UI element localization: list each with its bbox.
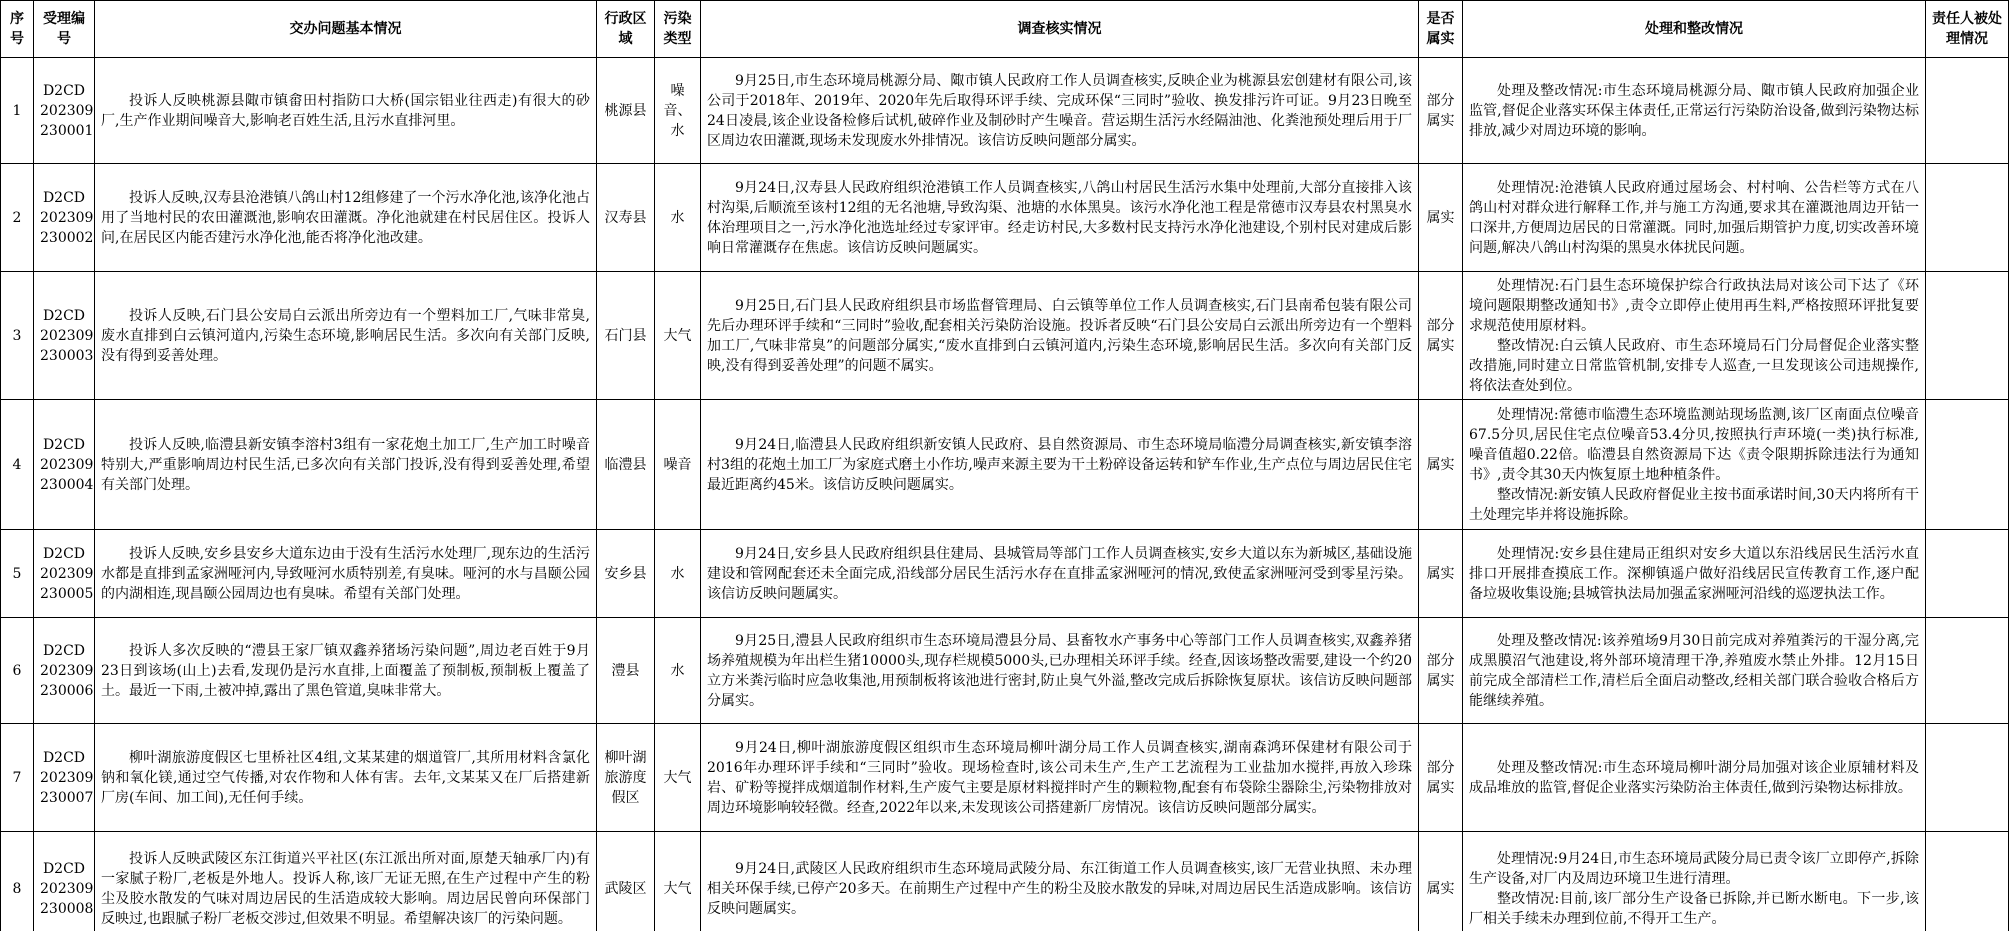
table-row	[1, 272, 2009, 400]
issue-cell	[95, 272, 597, 400]
table-row	[1, 618, 2009, 724]
issue-text: 投诉人反映武陵区东江街道兴平社区(东江派出所对面,原楚天轴承厂内)有一家腻子粉厂,老板是外地人。投诉人称,该厂无证无照,在生产过程中产生的粉尘及胶水散发的气味对周边居民的生活造成较大影响。周边居民曾向环保部门反映过,也跟腻子粉厂老板交涉过,但效果不明显。希望解决该厂的污染问题。	[101, 851, 590, 927]
accept-no-cell	[34, 618, 95, 724]
seq-cell: 3	[1, 272, 34, 400]
header-seq: 序号	[1, 1, 34, 58]
pollution-cell: 噪音	[655, 400, 701, 530]
verified-cell: 部分属实	[1419, 618, 1463, 724]
district-cell: 石门县	[597, 272, 655, 400]
accept-no-part: 230006	[40, 682, 94, 699]
responsible-cell	[1926, 832, 2009, 931]
issue-text: 投诉人反映,安乡县安乡大道东边由于没有生活污水处理厂,现东边的生活污水都是直排到孟家洲哑河内,导致哑河水质特别差,有臭味。哑河的水与昌颐公园的内湖相连,现昌颐公园周边也有臭味。希望有关部门处理。	[101, 545, 590, 602]
district-cell: 汉寿县	[597, 164, 655, 272]
issue-cell	[95, 530, 597, 618]
pollution-cell: 水	[655, 164, 701, 272]
handling-cell	[1463, 400, 1926, 530]
handling-cell	[1463, 832, 1926, 931]
accept-no-part: 202309	[40, 209, 94, 226]
issue-cell	[95, 400, 597, 530]
responsible-cell	[1926, 724, 2009, 832]
accept-no-part: 230008	[40, 901, 94, 917]
pollution-cell: 大气	[655, 832, 701, 931]
header-district: 行政区域	[597, 1, 655, 58]
seq-cell: 5	[1, 530, 34, 618]
responsible-cell	[1926, 164, 2009, 272]
issue-cell	[95, 618, 597, 724]
investigation-text: 9月24日,临澧县人民政府组织新安镇人民政府、县自然资源局、市生态环境局临澧分局调查核实,新安镇李溶村3组的花炮土加工厂为家庭式磨土小作坊,噪声来源主要为干土粉碎设备运转和铲车作业,生产点位与周边居民住宅最近距离约45米。该信访反映问题属实。	[707, 436, 1412, 493]
table-row	[1, 724, 2009, 832]
accept-no-part: D2CD	[42, 436, 86, 453]
investigation-text: 9月24日,武陵区人民政府组织市生态环境局武陵分局、东江街道工作人员调查核实,该厂无营业执照、未办理相关环保手续,已停产20多天。在前期生产过程中产生的粉尘及胶水散发的异味,对周边居民生活造成影响。该信访反映问题属实。	[707, 861, 1412, 917]
header-handling: 处理和整改情况	[1463, 1, 1926, 58]
investigation-text: 9月25日,澧县人民政府组织市生态环境局澧县分局、县畜牧水产事务中心等部门工作人员调查核实,双鑫养猪场养殖规模为年出栏生猪10000头,现存栏规模5000头,已办理相关环评手续。经查,因该场整改需要,建设一个约20立方米粪污临时应急收集池,用预制板将该池进行密封,防止臭气外溢,整改完成后拆除恢复原状。该信访反映问题部分属实。	[707, 632, 1412, 709]
accept-no-cell	[34, 164, 95, 272]
accept-no-cell	[34, 272, 95, 400]
accept-no-cell	[34, 832, 95, 931]
district-cell: 安乡县	[597, 530, 655, 618]
responsible-cell	[1926, 400, 2009, 530]
header-verified: 是否属实	[1419, 1, 1463, 58]
district-cell: 柳叶湖旅游度假区	[597, 724, 655, 832]
investigation-cell	[701, 400, 1419, 530]
seq-cell: 7	[1, 724, 34, 832]
accept-no-part: 202309	[40, 456, 94, 473]
header-accept-no: 受理编号	[34, 1, 95, 58]
accept-no-part: 202309	[40, 881, 94, 897]
district-cell: 武陵区	[597, 832, 655, 931]
investigation-text: 9月25日,石门县人民政府组织县市场监督管理局、白云镇等单位工作人员调查核实,石门县南希包装有限公司先后办理环评手续和“三同时”验收,配套相关污染防治设施。投诉者反映“石门县公安局白云派出所旁边有一个塑料加工厂,气味非常臭”的问题部分属实,“废水直排到白云镇河道内,污染生态环境,影响居民生活。多次向有关部门反映,没有得到妥善处理”的问题不属实。	[707, 297, 1412, 374]
seq-cell: 4	[1, 400, 34, 530]
handling-cell	[1463, 618, 1926, 724]
header-pollution: 污染类型	[655, 1, 701, 58]
investigation-cell	[701, 618, 1419, 724]
issue-cell	[95, 164, 597, 272]
verified-cell: 属实	[1419, 164, 1463, 272]
verified-cell: 属实	[1419, 530, 1463, 618]
accept-no-part: 202309	[40, 102, 94, 119]
investigation-text: 9月24日,柳叶湖旅游度假区组织市生态环境局柳叶湖分局工作人员调查核实,湖南森鸿环保建材有限公司于2016年办理环评手续和“三同时”验收。现场检查时,该公司未生产,生产工艺流程为工业盐加水搅拌,再放入珍珠岩、矿粉等搅拌成烟道制作材料,生产废气主要是原材料搅拌时产生的颗粒物,配套有布袋除尘器除尘,污染物排放对周边环境影响较轻微。经查,2022年以来,未发现该公司搭建新厂房情况。该信访反映问题部分属实。	[707, 739, 1412, 816]
accept-no-part: 202309	[40, 662, 94, 679]
responsible-cell	[1926, 530, 2009, 618]
investigation-text: 9月25日,市生态环境局桃源分局、陬市镇人民政府工作人员调查核实,反映企业为桃源县宏创建材有限公司,该公司于2018年、2019年、2020年先后取得环评手续、完成环保“三同时”验收、换发排污许可证。9月23日晚至24日凌晨,该企业设备检修后试机,破碎作业及制砂时产生噪音。营运期生活污水经隔油池、化粪池预处理后用于厂区周边农田灌溉,现场未发现废水外排情况。该信访反映问题部分属实。	[707, 72, 1412, 149]
investigation-cell	[701, 530, 1419, 618]
verified-cell: 部分属实	[1419, 272, 1463, 400]
responsible-cell	[1926, 618, 2009, 724]
investigation-text: 9月24日,汉寿县人民政府组织沧港镇工作人员调查核实,八鸽山村居民生活污水集中处理前,大部分直接排入该村沟渠,后顺流至该村12组的无名池塘,导致沟渠、池塘的水体黑臭。该污水净化池工程是常德市汉寿县农村黑臭水体治理项目之一,污水净化池选址经过专家评审。经走访村民,大多数村民支持污水净化池建设,个别村民对建成后影响日常灌溉存在焦虑。该信访反映问题属实。	[707, 179, 1412, 256]
issue-text: 投诉人多次反映的“澧县王家厂镇双鑫养猪场污染问题”,周边老百姓于9月23日到该场(山上)去看,发现仍是污水直排,上面覆盖了预制板,预制板上覆盖了土。最近一下雨,土被冲掉,露出了黑色管道,臭味非常大。	[101, 642, 590, 699]
accept-no-part: 230007	[40, 789, 94, 806]
issue-text: 投诉人反映桃源县陬市镇畲田村指防口大桥(国宗铝业往西走)有很大的砂厂,生产作业期间噪音大,影响老百姓生活,且污水直排河里。	[101, 92, 590, 129]
accept-no-part: D2CD	[42, 545, 86, 562]
handling-paragraph: 处理及整改情况:市生态环境局桃源分局、陬市镇人民政府加强企业监管,督促企业落实环保主体责任,正常运行污染防治设备,做到污染物达标排放,减少对周边环境的影响。	[1469, 82, 1919, 139]
issue-text: 投诉人反映,汉寿县沧港镇八鸽山村12组修建了一个污水净化池,该净化池占用了当地村民的农田灌溉池,影响农田灌溉。净化池就建在村民居住区。投诉人问,在居民区内能否建污水净化池,能否将净化池改建。	[101, 189, 590, 246]
handling-cell	[1463, 724, 1926, 832]
handling-cell	[1463, 164, 1926, 272]
handling-cell	[1463, 530, 1926, 618]
handling-paragraph: 处理及整改情况:市生态环境局柳叶湖分局加强对该企业原辅材料及成品堆放的监管,督促企业落实污染防治主体责任,做到污染物达标排放。	[1469, 759, 1919, 796]
accept-no-part: 230005	[40, 585, 94, 602]
header-responsible: 责任人被处理情况	[1926, 1, 2009, 58]
pollution-cell: 大气	[655, 724, 701, 832]
pollution-cell: 大气	[655, 272, 701, 400]
accept-no-cell	[34, 58, 95, 164]
accept-no-part: D2CD	[42, 189, 86, 206]
investigation-cell	[701, 58, 1419, 164]
district-cell: 澧县	[597, 618, 655, 724]
handling-paragraph: 处理情况:常德市临澧生态环境监测站现场监测,该厂区南面点位噪音67.5分贝,居民住宅点位噪音53.4分贝,按照执行声环境(一类)执行标准,噪音值超0.22倍。临澧县自然资源局下达《责令限期拆除违法行为通知书》,责令其30天内恢复原土地种植条件。	[1469, 406, 1919, 483]
accept-no-part: 230001	[40, 122, 94, 139]
seq-cell: 6	[1, 618, 34, 724]
district-cell: 临澧县	[597, 400, 655, 530]
seq-cell: 2	[1, 164, 34, 272]
accept-no-part: D2CD	[42, 82, 86, 99]
handling-paragraph: 处理情况:石门县生态环境保护综合行政执法局对该公司下达了《环境问题限期整改通知书》,责令立即停止使用再生料,严格按照环评批复要求规范使用原材料。	[1469, 277, 1919, 334]
handling-paragraph: 整改情况:新安镇人民政府督促业主按书面承诺时间,30天内将所有干土处理完毕并将设施拆除。	[1469, 486, 1919, 523]
issue-text: 投诉人反映,临澧县新安镇李溶村3组有一家花炮土加工厂,生产加工时噪音特别大,严重影响周边村民生活,已多次向有关部门投诉,没有得到妥善处理,希望有关部门处理。	[101, 436, 590, 493]
verified-cell: 部分属实	[1419, 724, 1463, 832]
handling-paragraph: 处理及整改情况:该养殖场9月30日前完成对养殖粪污的干湿分离,完成黑膜沼气池建设,将外部环境清理干净,养殖废水禁止外排。12月15日前完成全部清栏工作,清栏后全面启动整改,经相关部门联合验收合格后方能继续养殖。	[1469, 632, 1919, 709]
responsible-cell	[1926, 272, 2009, 400]
accept-no-part: D2CD	[42, 307, 86, 324]
accept-no-part: D2CD	[42, 749, 86, 766]
investigation-cell	[701, 272, 1419, 400]
accept-no-cell	[34, 400, 95, 530]
accept-no-part: 230004	[40, 476, 94, 493]
handling-paragraph: 处理情况:沧港镇人民政府通过屋场会、村村响、公告栏等方式在八鸽山村对群众进行解释工作,并与施工方沟通,要求其在灌溉池周边开钻一口深井,方便周边居民的日常灌溉。同时,加强后期管护力度,切实改善环境问题,解决八鸽山村沟渠的黑臭水体扰民问题。	[1469, 179, 1919, 256]
issue-text: 投诉人反映,石门县公安局白云派出所旁边有一个塑料加工厂,气味非常臭,废水直排到白云镇河道内,污染生态环境,影响居民生活。多次向有关部门反映,没有得到妥善处理。	[101, 307, 590, 364]
investigation-cell	[701, 724, 1419, 832]
header-row	[1, 1, 2009, 58]
handling-cell	[1463, 58, 1926, 164]
district-cell: 桃源县	[597, 58, 655, 164]
header-investigation: 调查核实情况	[701, 1, 1419, 58]
handling-paragraph: 处理情况:9月24日,市生态环境局武陵分局已责令该厂立即停产,拆除生产设备,对厂内及周边环境卫生进行清理。	[1469, 851, 1919, 887]
accept-no-part: 202309	[40, 327, 94, 344]
accept-no-part: 230003	[40, 347, 94, 364]
accept-no-part: D2CD	[42, 861, 86, 877]
pollution-cell: 水	[655, 530, 701, 618]
investigation-text: 9月24日,安乡县人民政府组织县住建局、县城管局等部门工作人员调查核实,安乡大道以东为新城区,基础设施建设和管网配套还未全面完成,沿线部分居民生活污水存在直排孟家洲哑河的情况,致使孟家洲哑河受到零星污染。该信访反映问题属实。	[707, 545, 1412, 602]
accept-no-part: D2CD	[42, 642, 86, 659]
table-row	[1, 164, 2009, 272]
header-issue: 交办问题基本情况	[95, 1, 597, 58]
accept-no-cell	[34, 530, 95, 618]
responsible-cell	[1926, 58, 2009, 164]
table-row	[1, 832, 2009, 931]
investigation-cell	[701, 164, 1419, 272]
pollution-cell: 噪音、水	[655, 58, 701, 164]
handling-paragraph: 整改情况:白云镇人民政府、市生态环境局石门分局督促企业落实整改措施,同时建立日常监管机制,安排专人巡查,一旦发现该公司违规操作,将依法查处到位。	[1469, 337, 1919, 394]
table-body	[1, 58, 2009, 931]
table-row	[1, 400, 2009, 530]
table-row	[1, 530, 2009, 618]
seq-cell: 1	[1, 58, 34, 164]
handling-paragraph: 处理情况:安乡县住建局正组织对安乡大道以东沿线居民生活污水直排口开展排查摸底工作。深柳镇遥户做好沿线居民宣传教育工作,逐户配备垃圾收集设施;县城管执法局加强孟家洲哑河沿线的巡逻执法工作。	[1469, 545, 1919, 602]
issue-cell	[95, 58, 597, 164]
accept-no-part: 202309	[40, 769, 94, 786]
issue-cell	[95, 724, 597, 832]
issue-cell	[95, 832, 597, 931]
accept-no-part: 230002	[40, 229, 94, 246]
issue-text: 柳叶湖旅游度假区七里桥社区4组,文某某建的烟道管厂,其所用材料含氯化钠和氧化镁,通过空气传播,对农作物和人体有害。去年,文某某又在厂后搭建新厂房(车间、加工间),无任何手续。	[101, 749, 590, 806]
verified-cell: 部分属实	[1419, 58, 1463, 164]
seq-cell: 8	[1, 832, 34, 931]
investigation-cell	[701, 832, 1419, 931]
verified-cell: 属实	[1419, 400, 1463, 530]
accept-no-part: 202309	[40, 565, 94, 582]
handling-paragraph: 整改情况:目前,该厂部分生产设备已拆除,并已断水断电。下一步,该厂相关手续未办理到位前,不得开工生产。	[1469, 891, 1919, 927]
table-row	[1, 58, 2009, 164]
pollution-cell: 水	[655, 618, 701, 724]
handling-cell	[1463, 272, 1926, 400]
verified-cell: 属实	[1419, 832, 1463, 931]
accept-no-cell	[34, 724, 95, 832]
